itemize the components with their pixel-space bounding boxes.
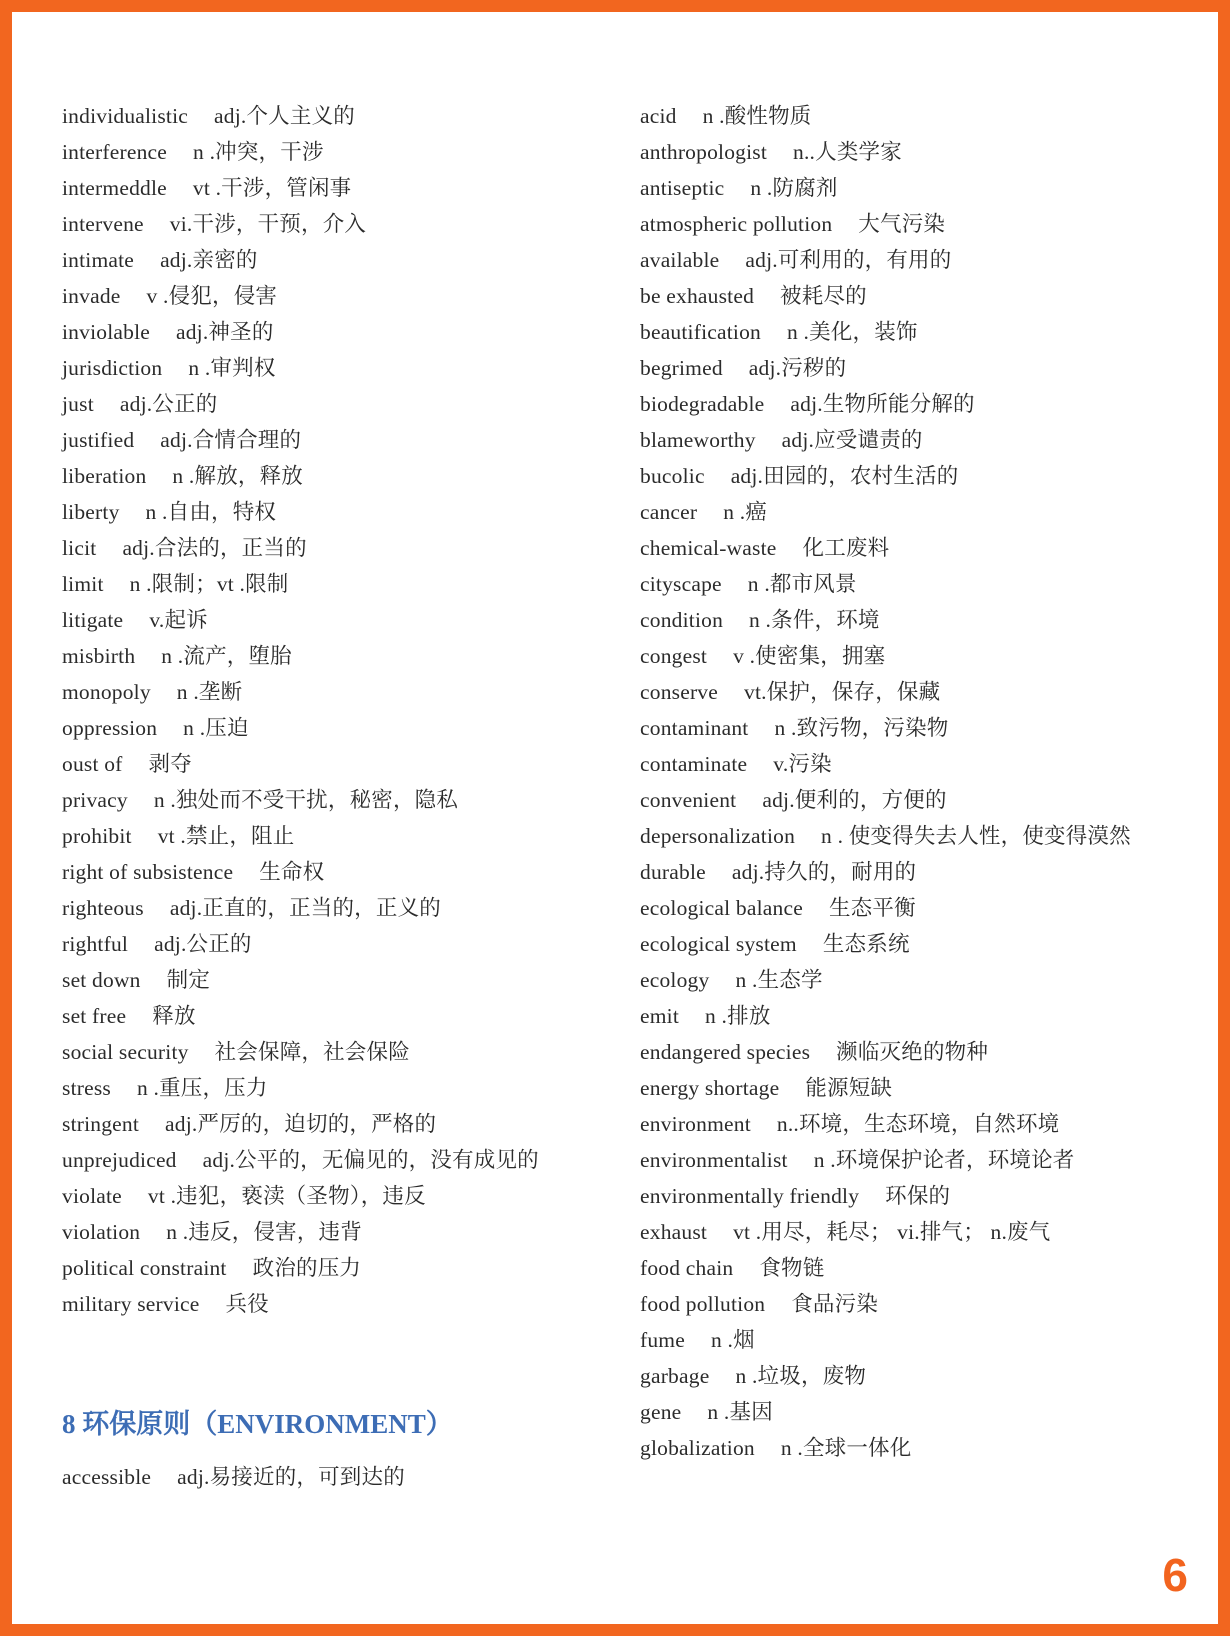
- vocab-term: environmentally friendly: [640, 1184, 860, 1208]
- vocab-definition: n .烟: [710, 1328, 755, 1352]
- vocab-term: military service: [62, 1292, 200, 1316]
- vocab-definition: 环保的: [885, 1184, 951, 1208]
- vocab-term: convenient: [640, 788, 737, 812]
- vocab-definition: adj.严厉的，迫切的，严格的: [165, 1112, 437, 1136]
- vocab-term: congest: [640, 644, 708, 668]
- vocab-term: cityscape: [640, 572, 722, 596]
- vocab-definition: n .酸性物质: [702, 104, 812, 128]
- vocab-definition: 生命权: [259, 860, 325, 884]
- vocab-definition: adj.污秽的: [748, 356, 847, 380]
- vocab-entry: [640, 1106, 1230, 1142]
- vocab-definition: n .垃圾，废物: [735, 1364, 867, 1388]
- vocab-entry: [640, 458, 1230, 494]
- vocab-entry: [62, 818, 622, 854]
- vocab-entry: [62, 998, 622, 1034]
- vocab-definition: n .全球一体化: [780, 1436, 912, 1460]
- vocab-term: environment: [640, 1112, 751, 1136]
- vocab-term: depersonalization: [640, 824, 796, 848]
- vocab-definition: 社会保障，社会保险: [214, 1040, 410, 1064]
- vocab-entry: [62, 494, 622, 530]
- section-heading: 8 环保原则（ENVIRONMENT）: [62, 1409, 453, 1439]
- vocab-definition: n .压迫: [183, 716, 249, 740]
- vocab-entry: [640, 602, 1230, 638]
- vocab-definition: 大气污染: [858, 212, 946, 236]
- vocab-entry: [640, 206, 1230, 242]
- vocab-term: contaminant: [640, 716, 749, 740]
- vocab-entry: [62, 1250, 622, 1286]
- vocab-definition: adj.正直的，正当的，正义的: [169, 896, 441, 920]
- vocab-definition: 被耗尽的: [780, 284, 867, 308]
- vocab-entry: [640, 98, 1230, 134]
- vocab-entry: [640, 1178, 1230, 1214]
- vocab-entry: [62, 710, 622, 746]
- vocab-definition: 兵役: [225, 1292, 269, 1316]
- vocab-term: prohibit: [62, 824, 132, 848]
- vocab-term: food pollution: [640, 1292, 766, 1316]
- vocab-definition: adj.易接近的，可到达的: [177, 1465, 405, 1489]
- vocab-definition: n .环境保护论者，环境论者: [813, 1148, 1075, 1172]
- vocab-entry: [62, 1070, 622, 1106]
- vocab-term: bucolic: [640, 464, 705, 488]
- vocab-term: ecological system: [640, 932, 797, 956]
- vocab-entry: [62, 242, 622, 278]
- vocab-entry: [62, 350, 622, 386]
- vocab-entry: [640, 1034, 1230, 1070]
- vocab-entry: [62, 638, 622, 674]
- vocab-term: misbirth: [62, 644, 136, 668]
- right-column: [640, 12, 1230, 1466]
- vocab-entry: [62, 1214, 622, 1250]
- vocab-entry: [640, 242, 1230, 278]
- vocab-definition: n .美化，装饰: [787, 320, 918, 344]
- vocab-definition: adj.公平的，无偏见的，没有成见的: [202, 1148, 539, 1172]
- vocab-definition: n..环境，生态环境，自然环境: [776, 1112, 1060, 1136]
- vocab-entry: [640, 638, 1230, 674]
- vocab-definition: n .违反，侵害，违背: [166, 1220, 362, 1244]
- vocab-term: political constraint: [62, 1256, 227, 1280]
- vocab-term: stringent: [62, 1112, 140, 1136]
- vocab-term: liberty: [62, 500, 120, 524]
- vocab-term: social security: [62, 1040, 189, 1064]
- vocab-term: set down: [62, 968, 141, 992]
- vocab-entry: [62, 926, 622, 962]
- vocab-entry: [62, 782, 622, 818]
- vocab-entry: [640, 1142, 1230, 1178]
- vocab-definition: vt .违犯，亵渎（圣物），违反: [147, 1184, 426, 1208]
- vocab-entry: [62, 386, 622, 422]
- vocab-term: atmospheric pollution: [640, 212, 833, 236]
- vocab-term: beautification: [640, 320, 761, 344]
- vocab-term: invade: [62, 284, 121, 308]
- vocab-definition: adj.田园的，农村生活的: [730, 464, 959, 488]
- vocab-entry: [62, 422, 622, 458]
- vocab-definition: n .独处而不受干扰，秘密，隐私: [153, 788, 459, 812]
- vocab-definition: n .解放，释放: [172, 464, 303, 488]
- vocab-term: fume: [640, 1328, 685, 1352]
- vocab-term: monopoly: [62, 680, 151, 704]
- vocab-definition: n .排放: [705, 1004, 771, 1028]
- vocab-definition: adj.可利用的，有用的: [745, 248, 952, 272]
- vocab-definition: adj.合情合理的: [160, 428, 302, 452]
- vocab-definition: adj.便利的，方便的: [762, 788, 947, 812]
- vocab-term: anthropologist: [640, 140, 768, 164]
- vocab-definition: vi.干涉，干预，介入: [169, 212, 367, 236]
- vocab-definition: 生态系统: [822, 932, 910, 956]
- vocab-list-right: [640, 98, 1230, 1466]
- vocab-term: intermeddle: [62, 176, 167, 200]
- vocab-term: righteous: [62, 896, 144, 920]
- vocab-term: privacy: [62, 788, 128, 812]
- vocab-definition: adj.公正的: [154, 932, 252, 956]
- vocab-entry: [640, 1394, 1230, 1430]
- vocab-term: endangered species: [640, 1040, 811, 1064]
- vocab-definition: adj.个人主义的: [214, 104, 355, 128]
- vocab-term: blameworthy: [640, 428, 756, 452]
- vocab-term: limit: [62, 572, 104, 596]
- vocab-entry: [62, 314, 622, 350]
- vocab-definition: 濒临灭绝的物种: [836, 1040, 989, 1064]
- vocab-definition: v.污染: [773, 752, 832, 776]
- vocab-definition: v .使密集，拥塞: [733, 644, 886, 668]
- vocab-term: exhaust: [640, 1220, 708, 1244]
- vocab-definition: 剥夺: [148, 752, 192, 776]
- vocab-term: justified: [62, 428, 135, 452]
- vocab-definition: n .限制；vt .限制: [129, 572, 289, 596]
- vocab-term: inviolable: [62, 320, 150, 344]
- vocab-term: intervene: [62, 212, 144, 236]
- vocab-entry: [640, 782, 1230, 818]
- vocab-term: licit: [62, 536, 97, 560]
- vocab-term: oust of: [62, 752, 123, 776]
- vocab-entry: [640, 278, 1230, 314]
- vocab-term: emit: [640, 1004, 680, 1028]
- vocab-term: condition: [640, 608, 724, 632]
- vocab-entry: [62, 674, 622, 710]
- vocab-entry: [640, 674, 1230, 710]
- vocab-term: violate: [62, 1184, 122, 1208]
- vocab-term: litigate: [62, 608, 124, 632]
- vocab-entry: [62, 890, 622, 926]
- vocab-definition: 食品污染: [791, 1292, 879, 1316]
- vocab-entry: [62, 134, 622, 170]
- vocab-list-left-after-heading: [62, 1459, 622, 1495]
- vocab-term: cancer: [640, 500, 698, 524]
- vocab-term: violation: [62, 1220, 141, 1244]
- vocab-entry: [640, 1322, 1230, 1358]
- vocab-definition: n .癌: [723, 500, 768, 524]
- vocab-term: oppression: [62, 716, 158, 740]
- vocab-term: jurisdiction: [62, 356, 163, 380]
- vocab-definition: 能源短缺: [805, 1076, 893, 1100]
- vocab-definition: n .基因: [707, 1400, 773, 1424]
- vocab-definition: n .冲突，干涉: [193, 140, 324, 164]
- vocab-definition: 制定: [166, 968, 211, 992]
- vocab-entry: [62, 1459, 622, 1495]
- vocab-term: garbage: [640, 1364, 710, 1388]
- vocab-entry: [62, 1106, 622, 1142]
- vocab-definition: adj.亲密的: [160, 248, 258, 272]
- vocab-definition: n . 使变得失去人性，使变得漠然: [821, 824, 1131, 848]
- vocab-definition: adj.神圣的: [175, 320, 274, 344]
- vocab-definition: vt .禁止，阻止: [157, 824, 295, 848]
- vocab-entry: [62, 1142, 622, 1178]
- vocab-entry: [62, 1034, 622, 1070]
- vocab-definition: adj.持久的，耐用的: [731, 860, 917, 884]
- vocab-term: biodegradable: [640, 392, 765, 416]
- vocab-definition: n .流产，堕胎: [161, 644, 292, 668]
- vocab-term: rightful: [62, 932, 129, 956]
- vocab-entry: [62, 206, 622, 242]
- vocab-term: be exhausted: [640, 284, 755, 308]
- vocab-definition: vt .用尽，耗尽； vi.排气； n.废气: [733, 1220, 1051, 1244]
- vocab-term: energy shortage: [640, 1076, 780, 1100]
- vocab-term: begrimed: [640, 356, 723, 380]
- vocab-entry: [640, 530, 1230, 566]
- vocab-definition: 政治的压力: [252, 1256, 362, 1280]
- vocab-term: food chain: [640, 1256, 734, 1280]
- vocab-entry: [640, 818, 1230, 854]
- vocab-definition: n .垄断: [176, 680, 243, 704]
- vocab-definition: n .都市风景: [747, 572, 857, 596]
- vocab-definition: adj.公正的: [119, 392, 218, 416]
- vocab-entry: [640, 134, 1230, 170]
- vocab-entry: [62, 170, 622, 206]
- vocab-term: acid: [640, 104, 677, 128]
- vocab-term: intimate: [62, 248, 135, 272]
- vocab-entry: [62, 746, 622, 782]
- vocab-term: ecological balance: [640, 896, 803, 920]
- vocab-definition: n .生态学: [735, 968, 823, 992]
- vocab-term: antiseptic: [640, 176, 725, 200]
- page-number: 6: [1162, 1549, 1188, 1601]
- vocab-entry: [62, 458, 622, 494]
- vocab-definition: adj.合法的，正当的: [122, 536, 307, 560]
- vocab-entry: [640, 494, 1230, 530]
- vocab-term: contaminate: [640, 752, 748, 776]
- vocab-entry: [640, 746, 1230, 782]
- vocab-entry: [640, 386, 1230, 422]
- vocab-entry: [640, 1250, 1230, 1286]
- vocab-term: right of subsistence: [62, 860, 234, 884]
- vocab-definition: 释放: [152, 1004, 196, 1028]
- vocab-term: set free: [62, 1004, 127, 1028]
- vocab-entry: [640, 1358, 1230, 1394]
- vocab-term: individualistic: [62, 104, 189, 128]
- vocab-entry: [62, 530, 622, 566]
- vocab-entry: [62, 1178, 622, 1214]
- vocab-entry: [640, 962, 1230, 998]
- vocab-term: gene: [640, 1400, 682, 1424]
- vocab-entry: [640, 1214, 1230, 1250]
- vocab-term: chemical-waste: [640, 536, 777, 560]
- vocab-definition: n .审判权: [188, 356, 276, 380]
- vocab-entry: [640, 710, 1230, 746]
- vocab-definition: n .防腐剂: [750, 176, 838, 200]
- vocab-definition: 食物链: [759, 1256, 825, 1280]
- vocab-term: just: [62, 392, 94, 416]
- vocab-entry: [640, 1286, 1230, 1322]
- vocab-definition: 化工废料: [802, 536, 890, 560]
- vocab-term: globalization: [640, 1436, 755, 1460]
- vocab-entry: [62, 278, 622, 314]
- vocab-definition: v.起诉: [149, 608, 208, 632]
- vocab-entry: [62, 962, 622, 998]
- vocab-term: stress: [62, 1076, 111, 1100]
- vocab-entry: [640, 998, 1230, 1034]
- vocab-definition: 生态平衡: [828, 896, 916, 920]
- vocab-entry: [640, 314, 1230, 350]
- vocab-term: durable: [640, 860, 706, 884]
- vocab-entry: [640, 926, 1230, 962]
- vocab-definition: n .条件，环境: [749, 608, 880, 632]
- vocab-definition: n..人类学家: [793, 140, 902, 164]
- vocab-definition: vt .干涉，管闲事: [192, 176, 352, 200]
- vocab-term: available: [640, 248, 720, 272]
- vocab-entry: [640, 170, 1230, 206]
- vocab-definition: n .自由，特权: [145, 500, 277, 524]
- vocab-definition: adj.生物所能分解的: [790, 392, 975, 416]
- vocab-definition: n .致污物，污染物: [774, 716, 949, 740]
- vocab-definition: v .侵犯，侵害: [146, 284, 278, 308]
- vocab-entry: [640, 350, 1230, 386]
- vocab-term: ecology: [640, 968, 710, 992]
- vocab-entry: [640, 422, 1230, 458]
- vocab-entry: [62, 98, 622, 134]
- vocab-definition: adj.应受谴责的: [781, 428, 923, 452]
- vocab-entry: [62, 566, 622, 602]
- vocab-term: interference: [62, 140, 168, 164]
- vocab-definition: n .重压，压力: [136, 1076, 268, 1100]
- vocab-term: liberation: [62, 464, 147, 488]
- vocab-entry: [640, 854, 1230, 890]
- vocab-entry: [640, 566, 1230, 602]
- vocab-entry: [62, 602, 622, 638]
- left-column: [62, 12, 622, 1495]
- vocab-entry: [62, 1286, 622, 1322]
- vocab-term: accessible: [62, 1465, 152, 1489]
- vocab-entry: [62, 854, 622, 890]
- vocab-entry: [640, 1070, 1230, 1106]
- vocab-entry: [640, 1430, 1230, 1466]
- vocab-entry: [640, 890, 1230, 926]
- vocab-term: environmentalist: [640, 1148, 788, 1172]
- vocab-definition: vt.保护，保存，保藏: [744, 680, 941, 704]
- vocab-term: conserve: [640, 680, 719, 704]
- vocab-list-left: [62, 98, 622, 1322]
- vocab-term: unprejudiced: [62, 1148, 177, 1172]
